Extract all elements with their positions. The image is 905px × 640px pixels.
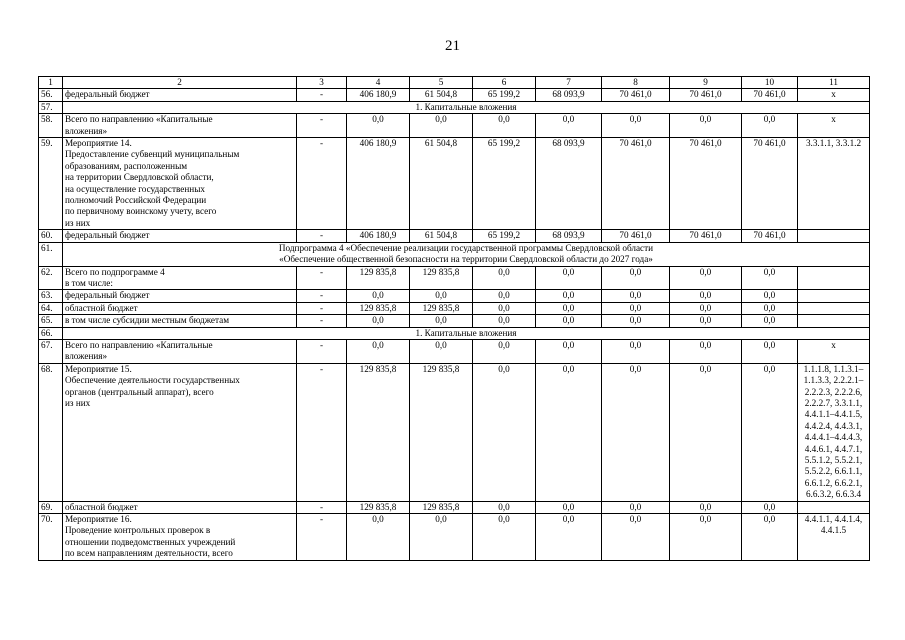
row-col3: - [297, 230, 347, 242]
row-codes: 3.3.1.1, 3.3.1.2 [798, 138, 870, 230]
row-value: 0,0 [742, 339, 798, 363]
row-value: 406 180,9 [347, 89, 410, 101]
table-row [39, 302, 870, 314]
row-value: 129 835,8 [410, 266, 473, 290]
row-value: 0,0 [347, 339, 410, 363]
row-value: 70 461,0 [670, 230, 742, 242]
table-row [39, 501, 870, 513]
row-value: 406 180,9 [347, 230, 410, 242]
row-value: 0,0 [410, 114, 473, 138]
row-value: 129 835,8 [410, 363, 473, 501]
row-value: 68 093,9 [536, 138, 602, 230]
row-value: 0,0 [536, 339, 602, 363]
row-value: 0,0 [536, 290, 602, 302]
row-codes [798, 501, 870, 513]
table-row [39, 89, 870, 101]
row-name: в том числе субсидии местным бюджетам [63, 315, 297, 327]
row-value: 0,0 [347, 514, 410, 561]
row-number: 61. [39, 242, 63, 266]
row-codes: x [798, 339, 870, 363]
row-value: 70 461,0 [670, 89, 742, 101]
row-value: 0,0 [536, 266, 602, 290]
row-value: 0,0 [742, 266, 798, 290]
row-name: федеральный бюджет [63, 230, 297, 242]
row-number: 59. [39, 138, 63, 230]
row-value: 68 093,9 [536, 230, 602, 242]
row-number: 56. [39, 89, 63, 101]
row-value: 0,0 [473, 266, 536, 290]
section-row [39, 242, 870, 266]
row-value: 0,0 [536, 302, 602, 314]
header-cell: 3 [297, 77, 347, 89]
page-number: 21 [445, 38, 460, 54]
row-value: 0,0 [473, 363, 536, 501]
section-title: Подпрограмма 4 «Обеспечение реализации государственной программы Свердловской области «Обеспечение общественной безопасности на территории Свердловской области до 2027 года» [63, 242, 870, 266]
row-value: 0,0 [602, 514, 670, 561]
row-codes [798, 290, 870, 302]
row-value: 70 461,0 [742, 138, 798, 230]
table-row [39, 339, 870, 363]
row-value: 68 093,9 [536, 89, 602, 101]
row-name: федеральный бюджет [63, 89, 297, 101]
row-value: 0,0 [410, 514, 473, 561]
row-value: 0,0 [347, 315, 410, 327]
row-value: 0,0 [670, 501, 742, 513]
row-value: 0,0 [347, 114, 410, 138]
row-value: 0,0 [536, 114, 602, 138]
header-cell: 6 [473, 77, 536, 89]
header-cell: 10 [742, 77, 798, 89]
row-value: 0,0 [670, 315, 742, 327]
header-cell: 5 [410, 77, 473, 89]
row-value: 70 461,0 [670, 138, 742, 230]
row-value: 129 835,8 [410, 302, 473, 314]
row-codes: x [798, 114, 870, 138]
row-name: Всего по подпрограмме 4 в том числе: [63, 266, 297, 290]
row-name: федеральный бюджет [63, 290, 297, 302]
row-name: областной бюджет [63, 302, 297, 314]
row-col3: - [297, 290, 347, 302]
row-value: 0,0 [602, 290, 670, 302]
row-value: 70 461,0 [602, 230, 670, 242]
row-value: 0,0 [602, 501, 670, 513]
header-cell: 2 [63, 77, 297, 89]
row-value: 0,0 [347, 290, 410, 302]
row-value: 0,0 [742, 114, 798, 138]
row-value: 70 461,0 [602, 89, 670, 101]
row-col3: - [297, 514, 347, 561]
row-number: 64. [39, 302, 63, 314]
row-value: 0,0 [602, 339, 670, 363]
row-name: Мероприятие 14. Предоставление субвенций муниципальным образованиям, расположенным на территории Свердловской области, на осуществление государственных полномочий Российской Федерации по первичному воинскому учету, всего из них [63, 138, 297, 230]
row-codes [798, 230, 870, 242]
row-value: 0,0 [602, 315, 670, 327]
row-value: 0,0 [742, 302, 798, 314]
table-row [39, 315, 870, 327]
row-codes [798, 266, 870, 290]
section-title: 1. Капитальные вложения [63, 327, 870, 339]
row-value: 0,0 [473, 290, 536, 302]
row-value: 129 835,8 [347, 266, 410, 290]
row-value: 0,0 [742, 501, 798, 513]
row-number: 65. [39, 315, 63, 327]
row-codes [798, 315, 870, 327]
table-row [39, 290, 870, 302]
row-codes [798, 302, 870, 314]
row-value: 0,0 [602, 114, 670, 138]
row-value: 0,0 [536, 363, 602, 501]
header-cell: 4 [347, 77, 410, 89]
row-value: 65 199,2 [473, 138, 536, 230]
header-row [39, 77, 870, 89]
row-codes: x [798, 89, 870, 101]
header-cell: 7 [536, 77, 602, 89]
row-value: 0,0 [473, 315, 536, 327]
row-value: 0,0 [670, 114, 742, 138]
row-number: 62. [39, 266, 63, 290]
row-value: 0,0 [742, 315, 798, 327]
row-value: 70 461,0 [742, 89, 798, 101]
row-number: 67. [39, 339, 63, 363]
table-row [39, 363, 870, 501]
row-value: 129 835,8 [347, 501, 410, 513]
row-col3: - [297, 138, 347, 230]
table-row [39, 138, 870, 230]
row-value: 0,0 [742, 363, 798, 501]
row-value: 0,0 [670, 266, 742, 290]
row-value: 0,0 [742, 514, 798, 561]
row-value: 70 461,0 [742, 230, 798, 242]
row-number: 66. [39, 327, 63, 339]
row-col3: - [297, 266, 347, 290]
row-value: 0,0 [670, 302, 742, 314]
table-row [39, 266, 870, 290]
row-codes: 1.1.1.8, 1.1.3.1– 1.1.3.3, 2.2.2.1– 2.2.2.3, 2.2.2.6, 2.2.2.7, 3.3.1.1, 4.4.1.1–4.4.1.5, 4.4.2.4, 4.4.3.1, 4.4.4.1–4.4.4.3, 4.4.6.1, 4.4.7.1, 5.5.1.2, 5.5.2.1, 5.5.2.2, 6.6.1.1, 6.6.1.2, 6.6.2.1, 6.6.3.2, 6.6.3.4 [798, 363, 870, 501]
row-value: 65 199,2 [473, 89, 536, 101]
header-cell: 8 [602, 77, 670, 89]
row-value: 70 461,0 [602, 138, 670, 230]
row-value: 0,0 [473, 501, 536, 513]
row-value: 0,0 [670, 363, 742, 501]
row-value: 61 504,8 [410, 138, 473, 230]
row-number: 58. [39, 114, 63, 138]
header-cell: 9 [670, 77, 742, 89]
row-number: 63. [39, 290, 63, 302]
row-col3: - [297, 339, 347, 363]
row-value: 0,0 [602, 302, 670, 314]
header-cell: 11 [798, 77, 870, 89]
row-col3: - [297, 363, 347, 501]
row-name: Всего по направлению «Капитальные вложения» [63, 339, 297, 363]
row-number: 60. [39, 230, 63, 242]
row-value: 0,0 [410, 315, 473, 327]
row-value: 0,0 [410, 290, 473, 302]
table-row [39, 114, 870, 138]
section-row [39, 101, 870, 113]
row-value: 0,0 [670, 514, 742, 561]
row-col3: - [297, 315, 347, 327]
row-value: 0,0 [410, 339, 473, 363]
row-col3: - [297, 501, 347, 513]
row-value: 0,0 [536, 315, 602, 327]
table-row [39, 514, 870, 561]
row-value: 0,0 [536, 514, 602, 561]
section-row [39, 327, 870, 339]
row-value: 129 835,8 [347, 363, 410, 501]
row-value: 0,0 [473, 114, 536, 138]
row-col3: - [297, 302, 347, 314]
row-value: 0,0 [602, 266, 670, 290]
row-name: Всего по направлению «Капитальные вложения» [63, 114, 297, 138]
row-number: 68. [39, 363, 63, 501]
row-col3: - [297, 114, 347, 138]
row-value: 65 199,2 [473, 230, 536, 242]
row-number: 57. [39, 101, 63, 113]
row-number: 70. [39, 514, 63, 561]
row-value: 406 180,9 [347, 138, 410, 230]
row-value: 0,0 [473, 339, 536, 363]
row-value: 0,0 [670, 290, 742, 302]
row-name: Мероприятие 15. Обеспечение деятельности государственных органов (центральный аппарат), всего из них [63, 363, 297, 501]
row-value: 0,0 [536, 501, 602, 513]
row-value: 0,0 [473, 514, 536, 561]
row-name: областной бюджет [63, 501, 297, 513]
row-value: 0,0 [473, 302, 536, 314]
row-col3: - [297, 89, 347, 101]
program-table [38, 76, 870, 561]
row-value: 0,0 [670, 339, 742, 363]
row-value: 61 504,8 [410, 89, 473, 101]
section-title: 1. Капитальные вложения [63, 101, 870, 113]
header-cell: 1 [39, 77, 63, 89]
row-value: 129 835,8 [347, 302, 410, 314]
row-value: 129 835,8 [410, 501, 473, 513]
table-row [39, 230, 870, 242]
row-value: 0,0 [602, 363, 670, 501]
row-name: Мероприятие 16. Проведение контрольных проверок в отношении подведомственных учреждений по всем направлениям деятельности, всего [63, 514, 297, 561]
row-codes: 4.4.1.1, 4.4.1.4, 4.4.1.5 [798, 514, 870, 561]
row-value: 0,0 [742, 290, 798, 302]
row-number: 69. [39, 501, 63, 513]
row-value: 61 504,8 [410, 230, 473, 242]
